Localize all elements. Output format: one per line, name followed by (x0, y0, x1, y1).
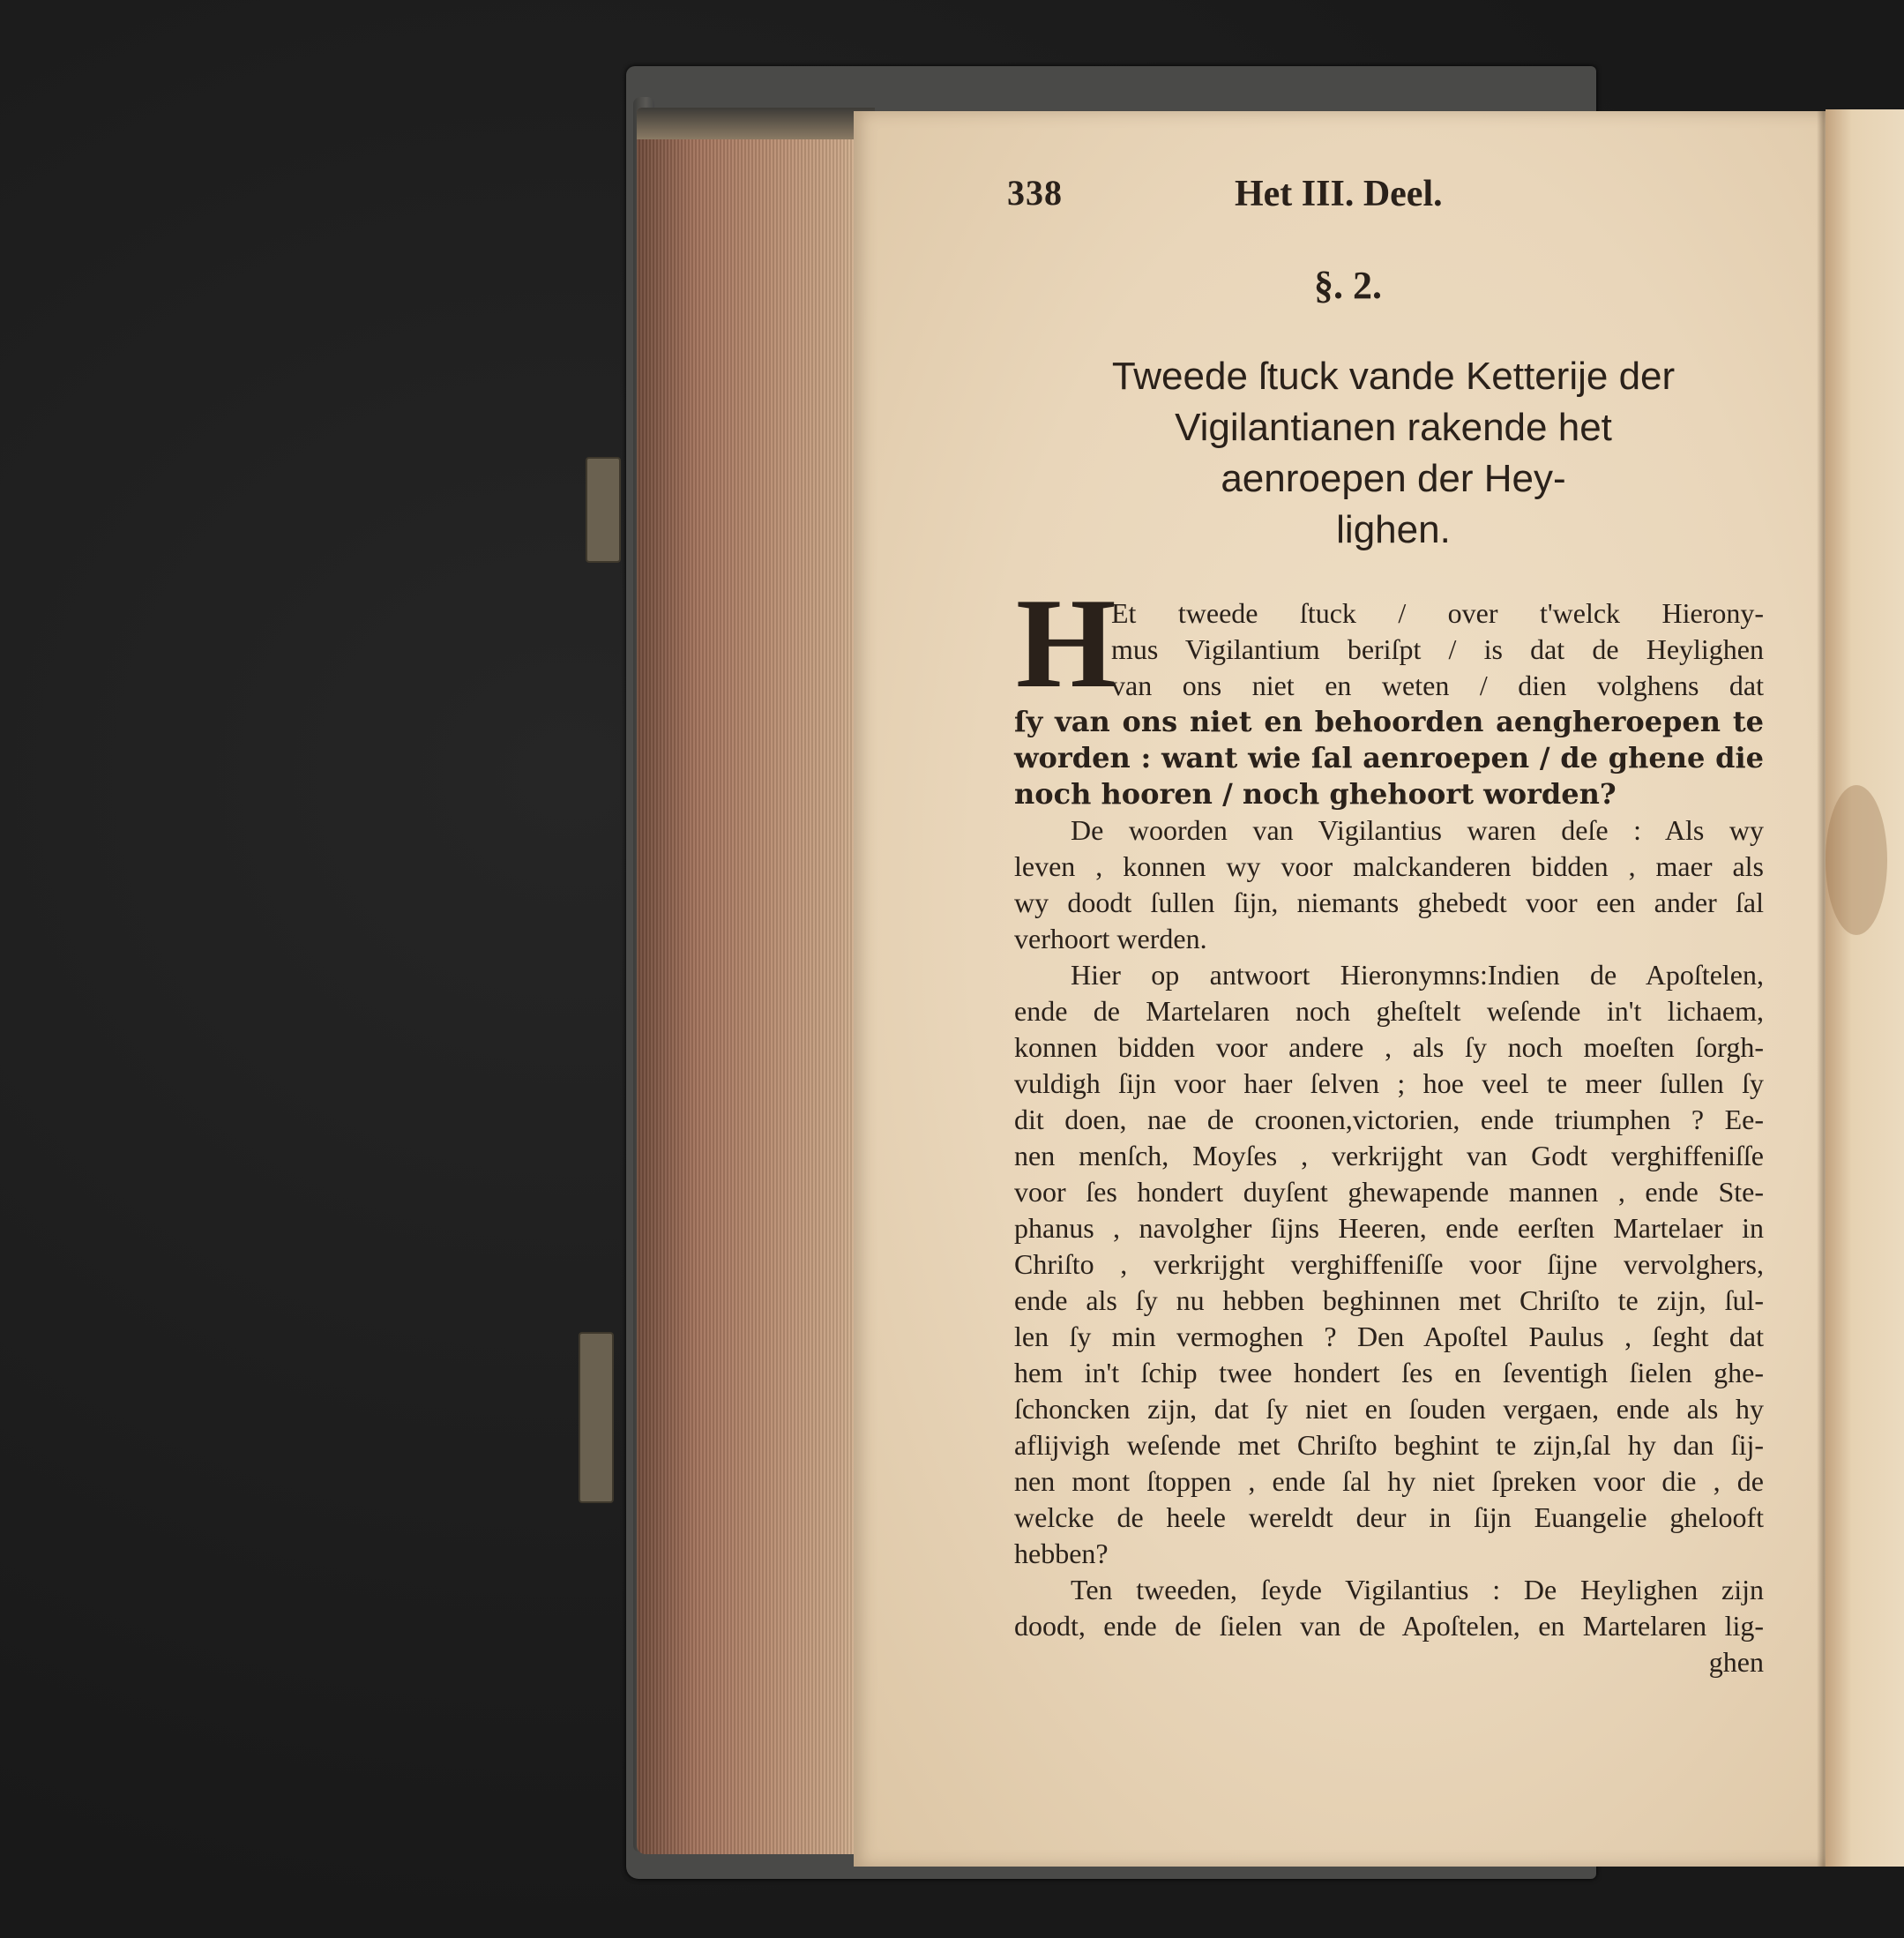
text-line: Ten tweeden, ſeyde Vigilantius : De Heylighen zijn (1071, 1574, 1764, 1605)
section-mark: §. 2. (1314, 264, 1382, 307)
text-line: hebben? (1014, 1538, 1109, 1569)
text-line: aflijvigh weſende met Chriſto beghint te zijn,ſal hy dan ſij- (1014, 1429, 1764, 1461)
page-number: 338 (1007, 173, 1063, 213)
title-line: Tweede ſtuck vande Ketterije der (1111, 355, 1676, 398)
text-line: welcke de heele wereldt deur in ſijn Euangelie ghelooft (1014, 1501, 1764, 1533)
text-line: vuldigh ſijn voor haer ſelven ; hoe veel te meer ſullen ſy (1014, 1067, 1764, 1099)
text-line: hem in't ſchip twee hondert ſes en ſeventigh ſielen ghe- (1014, 1357, 1764, 1388)
text-line: doodt, ende de ſielen van de Apoſtelen, en Martelaren lig- (1014, 1610, 1764, 1642)
text-line: Et tweede ſtuck / over t'welck Hierony- (1111, 597, 1764, 629)
clasp-upper (586, 457, 621, 563)
text-line: worden : want wie ſal aenroepen / de ghene die (1014, 741, 1764, 774)
catchword: ghen (1708, 1646, 1764, 1678)
drop-cap: H (1016, 572, 1116, 715)
text-line: verhoort werden. (1014, 923, 1207, 954)
text-line: ende de Martelaren noch gheſtelt weſende in't lichaem, (1014, 995, 1764, 1027)
text-line: Chriſto , verkrijght verghiffeniſſe voor ſijne vervolghers, (1014, 1248, 1764, 1280)
title-line: Vigilantianen rakende het (1175, 406, 1612, 449)
text-line: nen mont ſtoppen , ende ſal hy niet ſpreken voor die , de (1014, 1465, 1764, 1497)
right-page-sliver (1826, 109, 1904, 1867)
title-line: lighen. (1336, 508, 1451, 551)
text-line: dit doen, nae de croonen,victorien, ende triumphen ? Ee- (1014, 1104, 1764, 1135)
text-line: wy doodt ſullen ſijn, niemants ghebedt voor een ander ſal (1014, 887, 1764, 918)
title-line: aenroepen der Hey- (1221, 457, 1566, 500)
stain (1826, 785, 1887, 935)
body-text (1014, 595, 1764, 1680)
text-line: De woorden van Vigilantius waren deſe : Als wy (1071, 814, 1764, 846)
text-line: Hier op antwoort Hieronymns:Indien de Apoſtelen, (1071, 959, 1764, 991)
text-line: van ons niet en weten / dien volghens dat (1111, 670, 1764, 701)
chapter-title (1058, 351, 1729, 556)
text-line: mus Vigilantium beriſpt / is dat de Heylighen (1111, 633, 1764, 665)
text-line: ſchoncken zijn, dat ſy niet en ſouden vergaen, ende als hy (1014, 1393, 1764, 1425)
text-line: leven , konnen wy voor malckanderen bidden , maer als (1014, 850, 1764, 882)
text-line: len ſy min vermoghen ? Den Apoſtel Paulus , ſeght dat (1014, 1321, 1764, 1352)
text-line: ende als ſy nu hebben beghinnen met Chriſto te zijn, ſul- (1014, 1284, 1764, 1316)
text-line: konnen bidden voor andere , als ſy noch moeſten ſorgh- (1014, 1031, 1764, 1063)
text-line: phanus , navolgher ſijns Heeren, ende eerſten Martelaer in (1014, 1212, 1764, 1244)
running-title: Het III. Deel. (1235, 174, 1443, 214)
page-edges (637, 108, 875, 1854)
text-line: nen menſch, Moyſes , verkrijght van Godt verghiffeniſſe (1014, 1140, 1764, 1171)
text-line: voor ſes hondert duyſent ghewapende mannen , ende Ste- (1014, 1176, 1764, 1208)
text-line: noch hooren / noch ghehoort worden? (1014, 777, 1617, 811)
clasp-lower (579, 1332, 614, 1503)
text-line: ſy van ons niet en behoorden aengheroepen te (1014, 705, 1764, 738)
